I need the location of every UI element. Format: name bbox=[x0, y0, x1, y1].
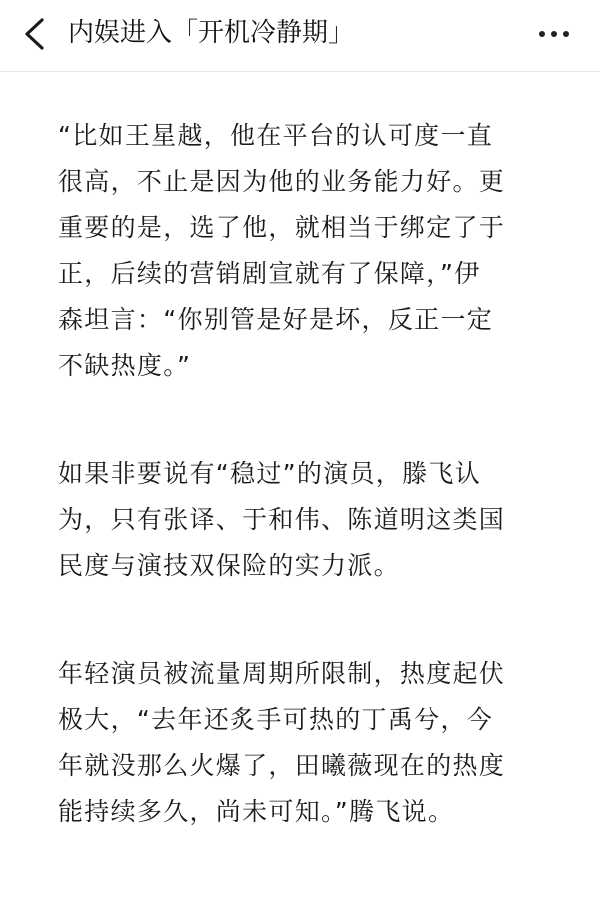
back-button[interactable] bbox=[12, 12, 56, 56]
paragraph-line: 重要的是，选了他，就相当于绑定了于 bbox=[58, 213, 506, 242]
more-options-button[interactable] bbox=[526, 16, 582, 52]
paragraph-line: 民度与演技双保险的实力派。 bbox=[58, 551, 400, 580]
paragraph-line: 如果非要说有“稳过”的演员，滕飞认 bbox=[58, 459, 482, 488]
paragraph-line: 年就没那么火爆了，田曦薇现在的热度 bbox=[58, 751, 506, 780]
more-dots-icon bbox=[539, 31, 545, 37]
paragraph-line: 不缺热度。” bbox=[58, 351, 192, 380]
article-body bbox=[58, 113, 558, 897]
article-paragraph-1 bbox=[58, 113, 558, 389]
paragraph-line: 为，只有张译、于和伟、陈道明这类国 bbox=[58, 505, 506, 534]
paragraph-line: 很高，不止是因为他的业务能力好。更 bbox=[58, 167, 506, 196]
paragraph-line: 正，后续的营销剧宣就有了保障，”伊 bbox=[58, 259, 481, 288]
article-paragraph-2 bbox=[58, 451, 558, 589]
more-dots-icon-dot-2 bbox=[551, 31, 557, 37]
article-paragraph-3 bbox=[58, 651, 558, 835]
paragraph-line: 年轻演员被流量周期所限制，热度起伏 bbox=[58, 659, 506, 688]
page-title: 内娱进入「开机冷静期」 bbox=[68, 18, 355, 48]
paragraph-line: “比如王星越，他在平台的认可度一直 bbox=[58, 121, 494, 150]
paragraph-line: 极大，“去年还炙手可热的丁禹兮，今 bbox=[58, 705, 494, 734]
paragraph-line: 森坦言：“你别管是好是坏，反正一定 bbox=[58, 305, 494, 334]
top-nav-bar bbox=[0, 0, 600, 72]
chevron-left-icon bbox=[22, 17, 46, 51]
paragraph-line: 能持续多久，尚未可知。”腾飞说。 bbox=[58, 797, 455, 826]
more-dots-icon-dot-3 bbox=[563, 31, 569, 37]
